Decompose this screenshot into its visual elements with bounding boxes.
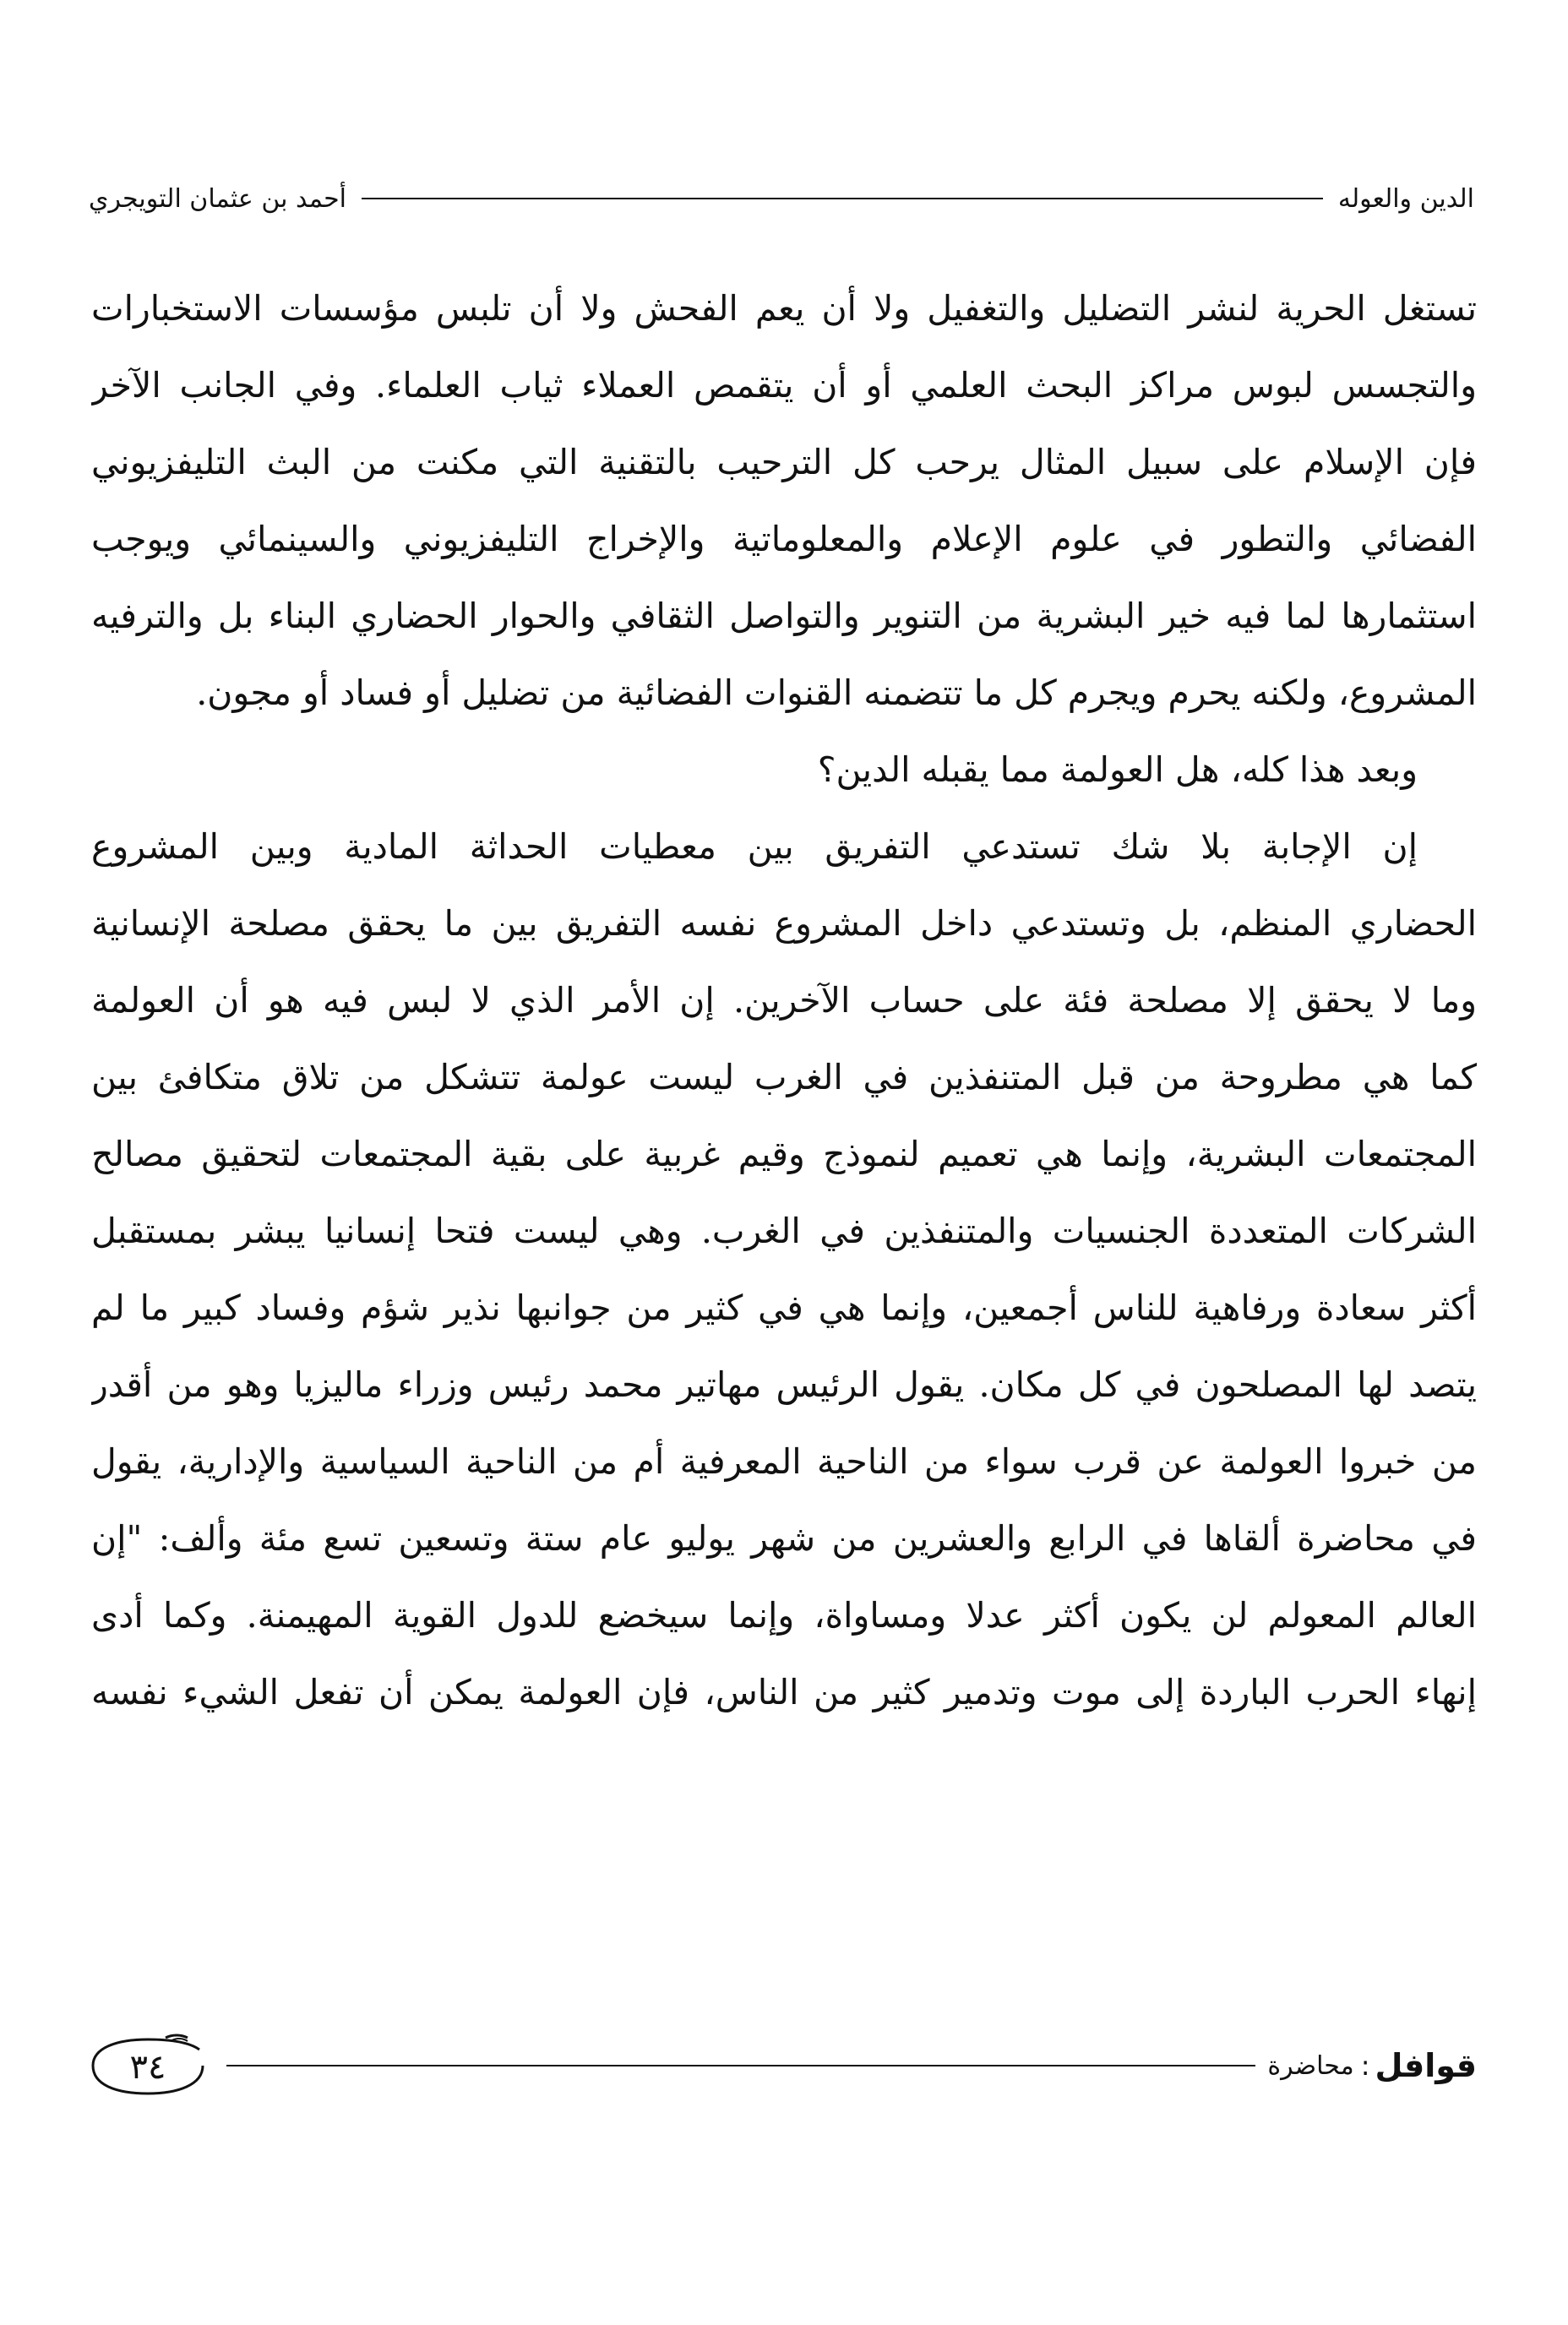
text-line: تستغل الحرية لنشر التضليل والتغفيل ولا أن يعم الفحش ولا أن تلبس مؤسسات الاستخبارات	[91, 288, 1477, 329]
text-line: العالم المعولم لن يكون أكثر عدلا ومساواة، وإنما سيخضع للدول القوية المهيمنة. وكما أدى	[91, 1595, 1477, 1636]
text-line: الفضائي والتطور في علوم الإعلام والمعلوماتية والإخراج التليفزيوني والسينمائي ويوجب	[91, 519, 1477, 559]
header-author: أحمد بن عثمان التويجري	[89, 183, 347, 214]
text-line: إن الإجابة بلا شك تستدعي التفريق بين معطيات الحداثة المادية وبين المشروع	[91, 826, 1418, 867]
text-line: في محاضرة ألقاها في الرابع والعشرين من شهر يوليو عام ستة وتسعين تسع مئة وألف: "إن	[91, 1518, 1477, 1559]
text-line: الحضاري المنظم، بل وتستدعي داخل المشروع نفسه التفريق بين ما يحقق مصلحة الإنسانية	[91, 903, 1477, 944]
page-number: ٣٤	[129, 2048, 166, 2087]
running-header	[89, 173, 1474, 224]
journal-name: قوافل	[1375, 2047, 1477, 2084]
footer-separator: :	[1360, 2050, 1370, 2082]
text-line: يتصد لها المصلحون في كل مكان. يقول الرئيس مهاتير محمد رئيس وزراء ماليزيا وهو من أقدر	[91, 1364, 1477, 1405]
header-title: الدين والعوله	[1337, 183, 1474, 214]
text-line: الشركات المتعددة الجنسيات والمتنفذين في الغرب. وهي ليست فتحا إنسانيا يبشر بمستقبل	[91, 1211, 1477, 1251]
text-line: استثمارها لما فيه خير البشرية من التنوير والتواصل الثقافي والحوار الحضاري البناء بل والترفيه	[91, 596, 1477, 636]
question-line: وبعد هذا كله، هل العولمة مما يقبله الدين؟	[817, 749, 1418, 790]
footer-rule	[226, 2065, 1255, 2066]
text-line: من خبروا العولمة عن قرب سواء من الناحية المعرفية أم من الناحية السياسية والإدارية، يقول	[91, 1441, 1477, 1482]
page-footer	[84, 2032, 1477, 2099]
text-line: فإن الإسلام على سبيل المثال يرحب كل الترحيب بالتقنية التي مكنت من البث التليفزيوني	[91, 442, 1477, 482]
page-number-badge	[84, 2033, 221, 2099]
text-line: والتجسس لبوس مراكز البحث العلمي أو أن يتقمص العملاء ثياب العلماء. وفي الجانب الآخر	[91, 365, 1477, 406]
text-line: المجتمعات البشرية، وإنما هي تعميم لنموذج وقيم غربية على بقية المجتمعات لتحقيق مصالح	[91, 1134, 1477, 1174]
text-line: وما لا يحقق إلا مصلحة فئة على حساب الآخرين. إن الأمر الذي لا لبس فيه هو أن العولمة	[91, 980, 1477, 1021]
header-rule	[362, 198, 1323, 199]
text-line: أكثر سعادة ورفاهية للناس أجمعين، وإنما هي في كثير من جوانبها نذير شؤم وفساد كبير ما لم	[91, 1288, 1477, 1328]
text-line: إنهاء الحرب الباردة إلى موت وتدمير كثير من الناس، فإن العولمة يمكن أن تفعل الشيء نفسه	[91, 1672, 1477, 1712]
text-line: كما هي مطروحة من قبل المتنفذين في الغرب ليست عولمة تتشكل من تلاق متكافئ بين	[91, 1057, 1477, 1097]
body-text	[91, 270, 1477, 1731]
section-name: محاضرة	[1267, 2050, 1354, 2081]
text-line: المشروع، ولكنه يحرم ويجرم كل ما تتضمنه القنوات الفضائية من تضليل أو فساد أو مجون.	[196, 672, 1477, 713]
